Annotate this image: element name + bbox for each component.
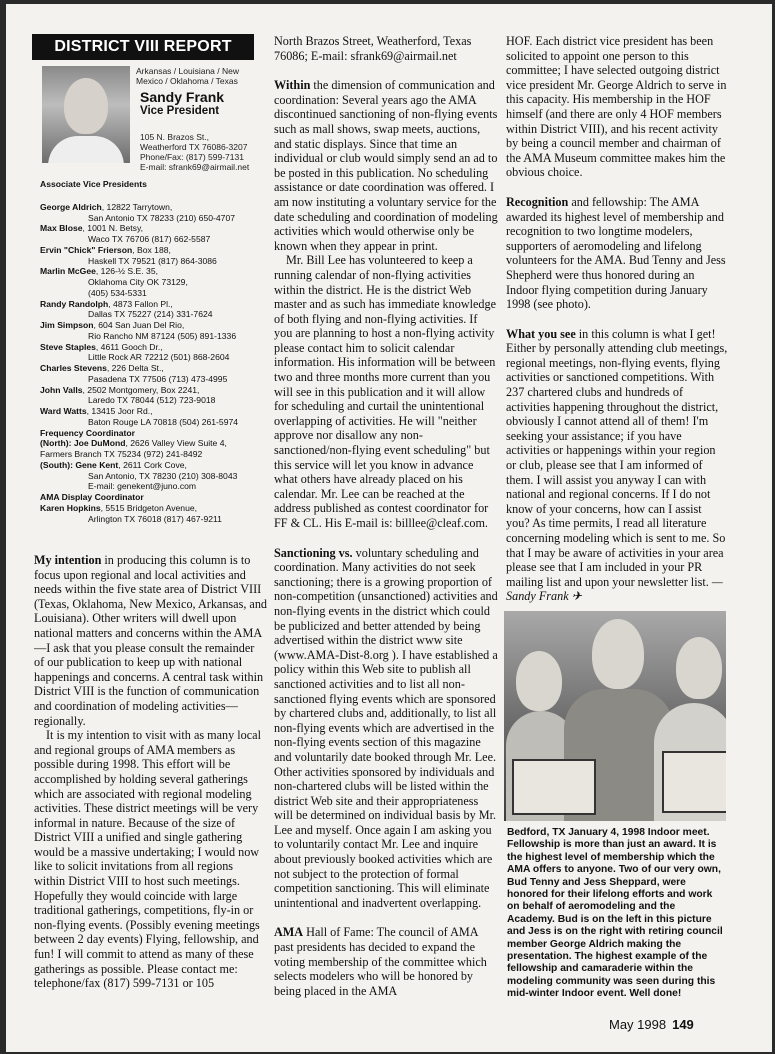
- associate-entry-cont: San Antonio TX 78233 (210) 650-4707: [88, 212, 236, 223]
- page-number: 149: [672, 1017, 694, 1032]
- freq-south: (South): Gene Kent, 2611 Cork Cove,: [40, 459, 187, 470]
- associate-entry-cont: Waco TX 76706 (817) 662-5587: [88, 234, 211, 244]
- freq-south-email: E-mail: genekent@juno.com: [88, 481, 197, 492]
- para-lead: My intention: [34, 553, 102, 567]
- associate-entry: Jim Simpson, 604 San Juan Del Rio,: [40, 320, 185, 330]
- associate-entry: Randy Randolph, 4873 Fallon Pl.,: [40, 298, 173, 309]
- para-lead: What you see: [506, 326, 576, 341]
- associate-list: [40, 179, 272, 524]
- associate-entry: Charles Stevens, 226 Delta St.,: [40, 363, 164, 373]
- freq-south-cont: San Antonio, TX 78230 (210) 308-8043: [88, 470, 238, 481]
- paragraph: in this column is what I get! Either by personally attending club meetings, regional meetings, non-flying events, flying activities or sanctioned competitions. With 237 chartered clubs and hundreds of activities happening throughout the district, obviously I cannot attend all of them! I'm seeking your assistance; if you have activities or happenings within your region or club, please see that I am informed of them. I will assist you anyway I can with national and regional concerns. If I do not know of your concerns, how can I assist you? As time permits, I read all literature concerning modeling which is sent to me. So that I may be aware of activities in your area please see that I am included in your PR mailing list and upon your newsletter list.: [506, 326, 728, 589]
- associate-entry: Marlin McGee, 126-½ S.E. 35,: [40, 266, 158, 277]
- vice-president-photo: [42, 66, 130, 163]
- associate-entry: George Aldrich, 12822 Tarrytown,: [40, 201, 173, 212]
- award-photo: [504, 611, 726, 821]
- associate-entry-cont: Dallas TX 75227 (214) 331-7624: [88, 309, 213, 320]
- column-3: [506, 34, 728, 604]
- paragraph: and fellowship: The AMA awarded its highest level of membership and recognition to two longtime modelers, supporters of aeromodeling and lifelong volunteers for the AMA. Bud Tenny and Jess Shepherd were thus honored during an Indoor flying competition during January 1998 (see photo).: [506, 194, 726, 312]
- issue-date: May 1998: [609, 1017, 667, 1032]
- associate-entry: Ervin "Chick" Frierson, Box 188,: [40, 244, 171, 255]
- para-lead: AMA: [274, 925, 304, 940]
- paragraph: Hall of Fame: The council of AMA past presidents has decided to expand the voting membership of the committee which selects modelers who will be honored by being placed in the AMA: [274, 925, 487, 998]
- column-2: [274, 34, 498, 998]
- vp-address: [140, 132, 265, 172]
- associate-entry-cont: Little Rock AR 72212 (501) 868-2604: [88, 352, 230, 363]
- associate-entry-cont: (405) 534-5331: [88, 287, 147, 298]
- para-lead: Sanctioning vs.: [274, 545, 353, 560]
- freq-north-cont: Farmers Branch TX 75234 (972) 241-8492: [40, 449, 203, 459]
- vp-address-line: 105 N. Brazos St.,: [140, 132, 209, 142]
- paragraph: in producing this column is to focus upon regional and local activities and needs within the five state area of District VIII (Texas, Oklahoma, New Mexico, Arkansas, and Louisiana). Other writers will dwell upon national matters and concerns within the AMA—I ask that you please consult the remainder of our publication to keep up with national happenings and concerns. A central task within District VIII is the function of communication and coordination of modeling activities—regionally.: [34, 553, 268, 728]
- vp-address-line: Weatherford TX 76086-3207: [140, 142, 248, 152]
- freq-north: (North): Joe DuMond, 2626 Valley View Suite 4,: [40, 438, 227, 449]
- associate-entry-cont: Rio Rancho NM 87124 (505) 891-1336: [88, 330, 237, 341]
- vp-address-line: Phone/Fax: (817) 599-7131: [140, 152, 244, 162]
- column-1: [34, 553, 267, 991]
- associate-entry: John Valls, 2502 Montgomery, Box 2241,: [40, 384, 200, 395]
- display-coordinator: Karen Hopkins, 5515 Bridgeton Avenue,: [40, 502, 198, 513]
- paragraph: Mr. Bill Lee has volunteered to keep a running calendar of non-flying activities within the district. He is the district Web master and as such has immediate knowledge of both flying and non-flying activities. If you are planning to host a non-flying activity please contact him to solicit calendar information. His information will be between two and three months more current than you will see in this publication and it will allow for scheduling and curtail the unintentional overlapping of activities. He will "neither approve nor disallow any non-sanctioned/non-flying event scheduling" but this service will let you know in advance what others have already placed on his calendar. Mr. Lee can be reached at the address published as contest coordinator for FF & CL. His E-mail is: billlee@cleaf.com.: [274, 253, 497, 530]
- page-footer: [609, 1017, 694, 1032]
- vp-address-line: E-mail: sfrank69@airmail.net: [140, 162, 250, 172]
- associate-entry-cont: Haskell TX 79521 (817) 864-3086: [88, 255, 217, 266]
- freq-heading: Frequency Coordinator: [40, 427, 136, 438]
- paragraph: North Brazos Street, Weatherford, Texas 76086; E-mail: sfrank69@airmail.net: [274, 34, 472, 63]
- display-heading: AMA Display Coordinator: [40, 492, 144, 502]
- district-states: Arkansas / Louisiana / New Mexico / Oklahoma / Texas: [136, 66, 239, 86]
- associate-entry-cont: Laredo TX 78044 (512) 723-9018: [88, 395, 216, 406]
- magazine-page: [6, 4, 772, 1052]
- vp-title: Vice President: [140, 105, 220, 117]
- associate-entry: Ward Watts, 13415 Joor Rd.,: [40, 406, 153, 416]
- paragraph: voluntary scheduling and coordination. Many activities do not seek sanctioning; there is a growing proportion of non-competition (unsanctioned) activities and non-flying events in the district which could be publicized and better attended by being advertised within the district www site (www.AMA-Dist-8.org ). I have established a policy within this Web site to publish all sanctioned activities and to list all non-sanctioned flying events which are sponsored by chartered clubs and, additionally, to list all non-flying events which are advertised in the non-flying events section of this magazine and voluntarily date booked through Mr. Lee. Other activities sponsored by individuals and non-chartered clubs will be listed within the district Web site and their appropriateness will be determined on individual basis by Mr. Lee and myself. Once again I am asking you to voluntarily contact Mr. Lee and inquire about previously booked activities which are not subject to the protection of formal competition sanctioning. This will eliminate unintentional and inadvertent overlapping.: [274, 545, 498, 910]
- associate-entry: Steve Staples, 4611 Gooch Dr.,: [40, 341, 163, 352]
- paragraph: HOF. Each district vice president has been solicited to appoint one person to this committee; I have selected outgoing district vice president Mr. George Aldrich to serve in this capacity. His membership in the HOF himself (and there are only 4 HOF members within District VIII), and his recent activity by being a council member and chairman of the AMA Museum committee makes him the obvious choice.: [506, 34, 727, 180]
- associate-entry-cont: Oklahoma City OK 73129,: [88, 277, 188, 287]
- associate-heading: Associate Vice Presidents: [40, 179, 147, 189]
- photo-caption: Bedford, TX January 4, 1998 Indoor meet. Fellowship is more than just an award. It is the highest level of membership which the AMA offers to anyone. Two of our very own, Bud Tenny and Jess Sheppard, were honored for their lifelong efforts and work on behalf of aeromodeling and the Academy. Bud is on the left in this picture and Jess is on the right with retiring council member George Aldrich making the presentation. The highest example of the fellowship and camaraderie within the modeling community was seen during this mid-winter Indoor event. Well done!: [507, 827, 723, 1000]
- associate-entry-cont: Baton Rouge LA 70818 (504) 261-5974: [88, 416, 239, 427]
- para-lead: Within: [274, 78, 311, 93]
- paragraph: the dimension of communication and coordination: Several years ago the AMA discontinued sanctioning of non-flying events such as mall shows, swap meets, auctions, and static displays. Since that time an individual or club would simply send an ad to be posted in this publication. No scheduling assistance or date coordination was offered. I am now instituting a voluntary service for the date scheduling and coordination of modeling activities which would otherwise only be known when they appear in print.: [274, 78, 498, 253]
- vp-name: Sandy Frank: [140, 89, 225, 105]
- section-header: DISTRICT VIII REPORT: [32, 34, 254, 60]
- display-coordinator-cont: Arlington TX 76018 (817) 467-9211: [88, 513, 222, 524]
- signoff: —Sandy Frank ✈: [506, 574, 723, 604]
- paragraph: It is my intention to visit with as many local and regional groups of AMA members as possible during 1998. This effort will be accomplished by holding several gatherings which are associated with regional modeling activities. These district meetings will be very informal in nature. Because of the size of District VIII a unified and single gathering would be a massive undertaking; I would now like to solicit invitations from all regions within District VIII to host such meetings. Hopefully they would coincide with large traditional gatherings, competitions, fly-in or non-flying events. (Possibly evening meetings between 2 day events) Flying, fellowship, and fun! I will commit to attend as many of these gatherings as possible. Please contact me: telephone/fax (817) 599-7131 or 105: [34, 728, 261, 991]
- para-lead: Recognition: [506, 194, 569, 209]
- associate-entry-cont: Pasadena TX 77506 (713) 473-4995: [88, 373, 228, 384]
- associate-entry: Max Blose, 1001 N. Betsy,: [40, 223, 144, 234]
